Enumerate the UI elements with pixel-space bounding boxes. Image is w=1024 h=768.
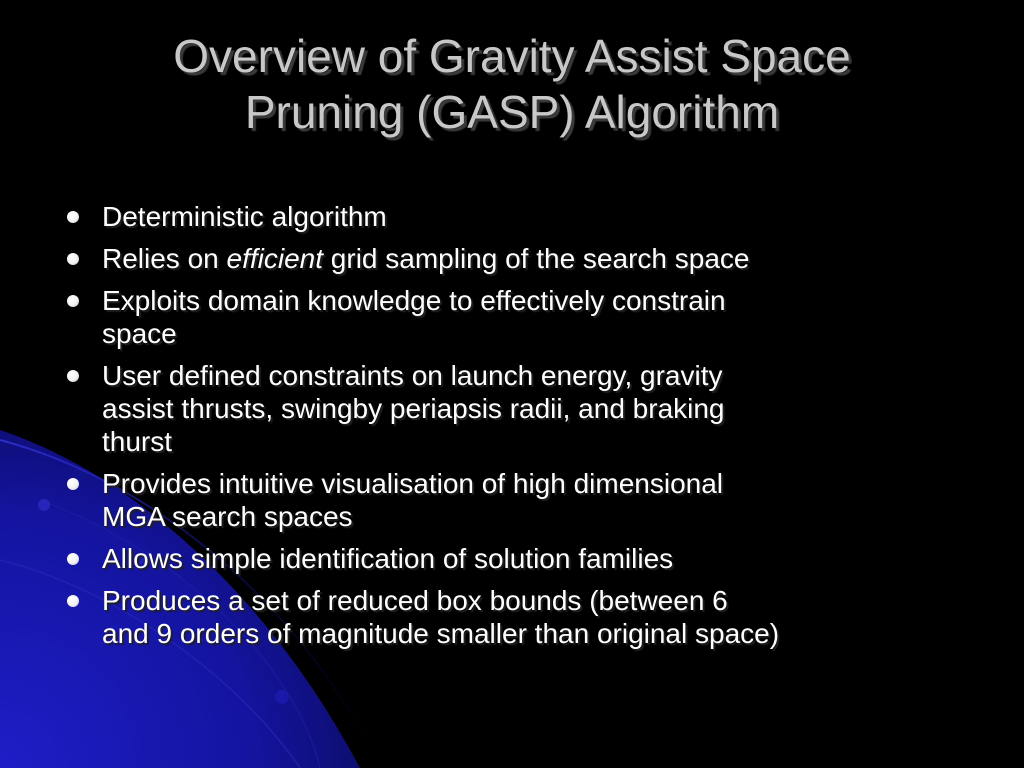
bullet-text-before: Relies on [102, 243, 227, 274]
bullet-text [102, 242, 990, 275]
bullet-item [60, 359, 990, 458]
slide-title [0, 28, 1024, 140]
bullet-item [60, 284, 990, 350]
bullet-dot-icon [67, 295, 79, 307]
bullet-dot-icon [67, 370, 79, 382]
bullet-text: MGA search spaces [102, 501, 353, 532]
bullet-text: Deterministic algorithm [102, 201, 387, 232]
bullet-item [60, 542, 990, 575]
bullet-dot-icon [67, 253, 79, 265]
bullet-dot-icon [67, 478, 79, 490]
bullet-text: Exploits domain knowledge to effectively constrain [102, 285, 726, 316]
bullet-item [60, 200, 990, 233]
bullet-item [60, 467, 990, 533]
bullet-text: thurst [102, 426, 173, 457]
bullet-text: Provides intuitive visualisation of high dimensional [102, 468, 724, 499]
blue-dot-1 [38, 499, 50, 511]
bullet-text-emphasis: efficient [226, 243, 324, 274]
blue-dot-2 [275, 690, 289, 704]
bullet-text: assist thrusts, swingby periapsis radii, and braking [102, 393, 725, 424]
bullet-text: Produces a set of reduced box bounds (between 6 [102, 585, 728, 616]
bullet-text: Allows simple identification of solution families [102, 543, 674, 574]
title-line-2: Pruning (GASP) Algorithm [244, 86, 780, 138]
bullet-dot-icon [67, 553, 79, 565]
bullet-text-after: grid sampling of the search space [323, 243, 750, 274]
bullet-text: User defined constraints on launch energy, gravity [102, 360, 723, 391]
bullet-item [60, 584, 990, 650]
title-line-1: Overview of Gravity Assist Space [173, 30, 851, 82]
bullet-text: and 9 orders of magnitude smaller than original space) [102, 618, 780, 649]
bullet-dot-icon [67, 595, 79, 607]
bullet-list [60, 200, 990, 659]
bullet-text: space [102, 318, 177, 349]
bullet-item [60, 242, 990, 275]
bullet-dot-icon [67, 211, 79, 223]
